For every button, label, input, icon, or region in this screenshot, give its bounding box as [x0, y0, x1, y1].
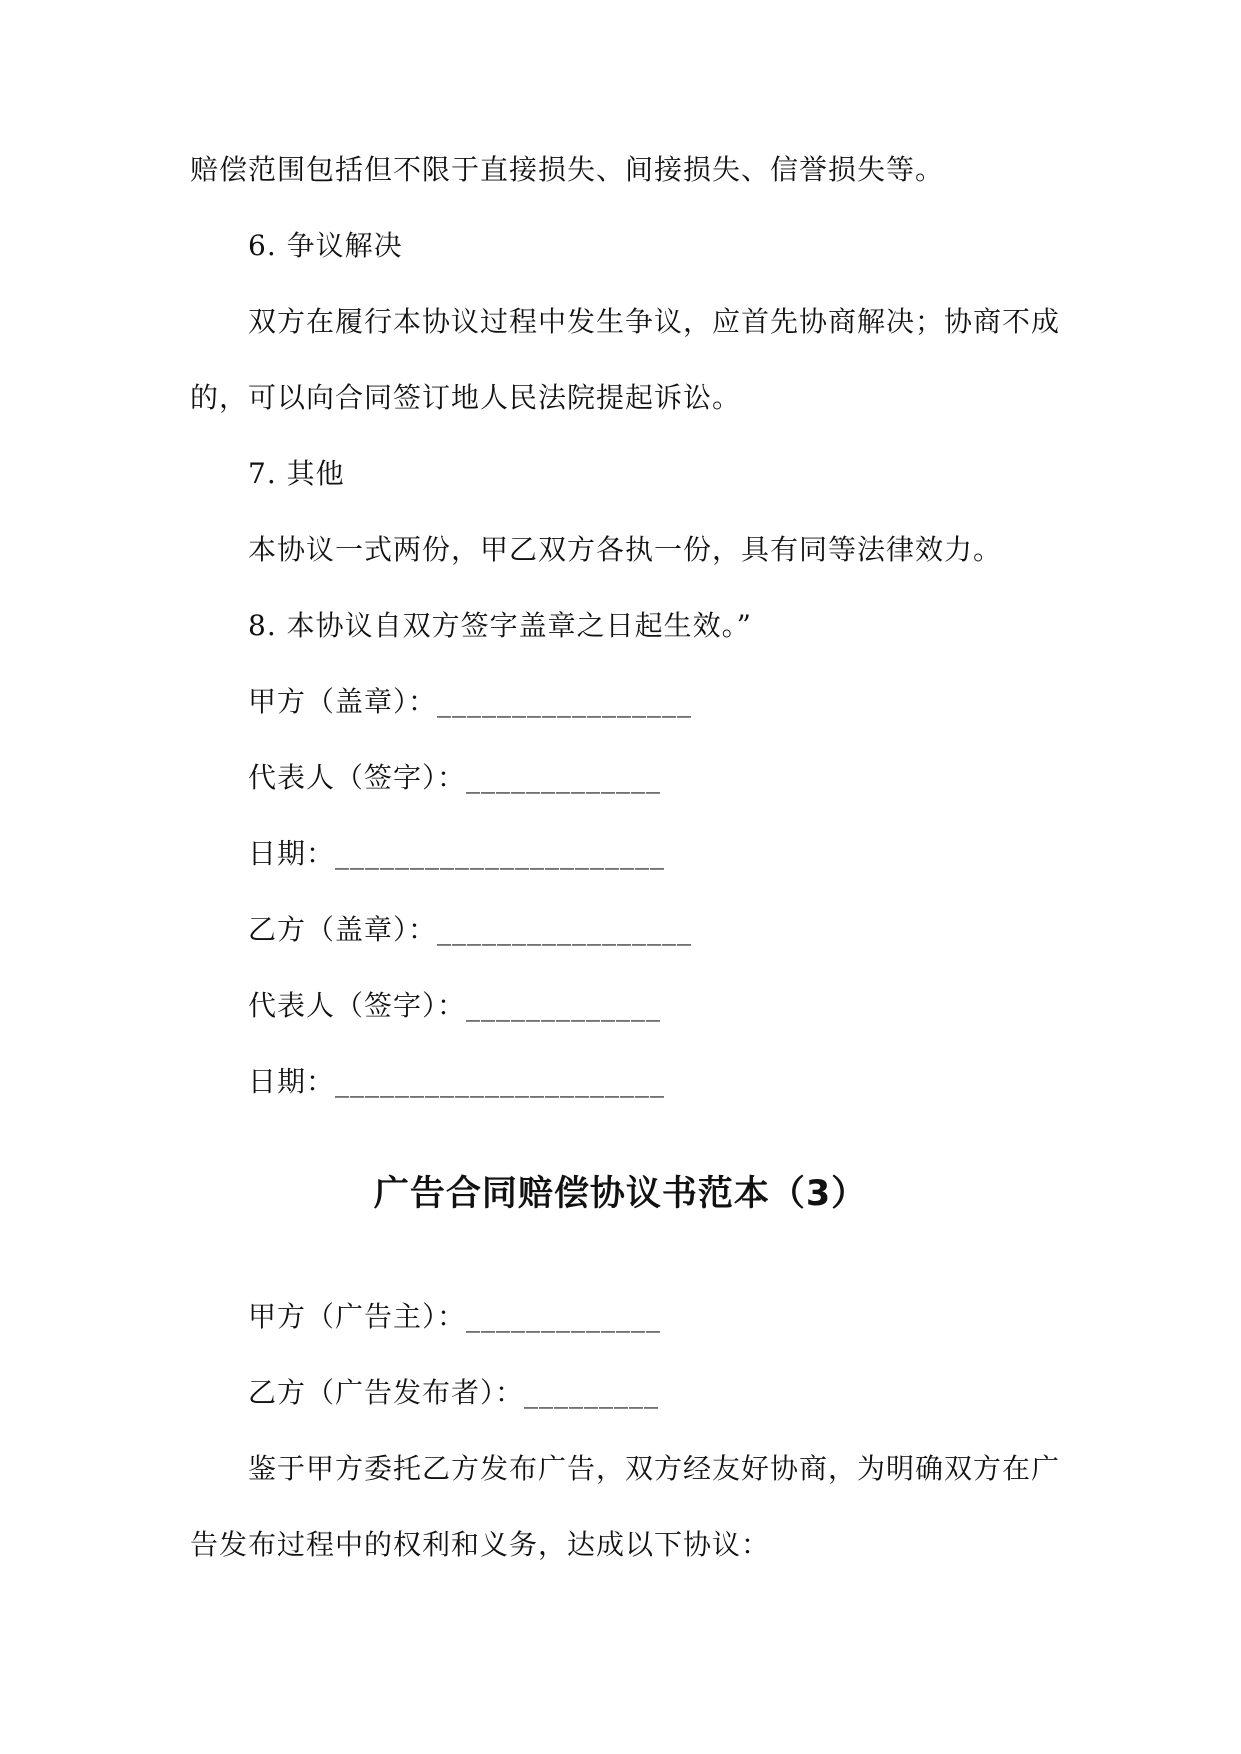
party-b-seal-line: 乙方（盖章）：_________________: [248, 913, 693, 946]
preamble-line-1: 鉴于甲方委托乙方发布广告，双方经友好协商，为明确双方在广: [248, 1452, 1061, 1485]
paragraph-effective-date: 8. 本协议自双方签字盖章之日起生效。”: [248, 609, 752, 642]
party-a-seal-line: 甲方（盖章）：_________________: [248, 685, 693, 718]
party-b-representative-line: 代表人（签字）：_____________: [248, 989, 662, 1022]
heading-dispute-resolution: 6. 争议解决: [248, 229, 403, 262]
party-b-date-line: 日期：______________________: [248, 1065, 666, 1098]
preamble-line-2: 告发布过程中的权利和义务，达成以下协议：: [190, 1528, 771, 1561]
section-title: 广告合同赔偿协议书范本（3）: [373, 1174, 868, 1214]
paragraph-dispute-line-2: 的，可以向合同签订地人民法院提起诉讼。: [190, 381, 742, 414]
paragraph-copies: 本协议一式两份，甲乙双方各执一份，具有同等法律效力。: [248, 533, 1003, 566]
party-a-date-line: 日期：______________________: [248, 837, 666, 870]
party-a-representative-line: 代表人（签字）：_____________: [248, 761, 662, 794]
publisher-line: 乙方（广告发布者）：_________: [248, 1376, 660, 1409]
paragraph-compensation-scope: 赔偿范围包括但不限于直接损失、间接损失、信誉损失等。: [190, 153, 945, 186]
heading-other: 7. 其他: [248, 457, 345, 490]
advertiser-line: 甲方（广告主）：_____________: [248, 1300, 662, 1333]
paragraph-dispute-line-1: 双方在履行本协议过程中发生争议，应首先协商解决；协商不成: [248, 305, 1061, 338]
